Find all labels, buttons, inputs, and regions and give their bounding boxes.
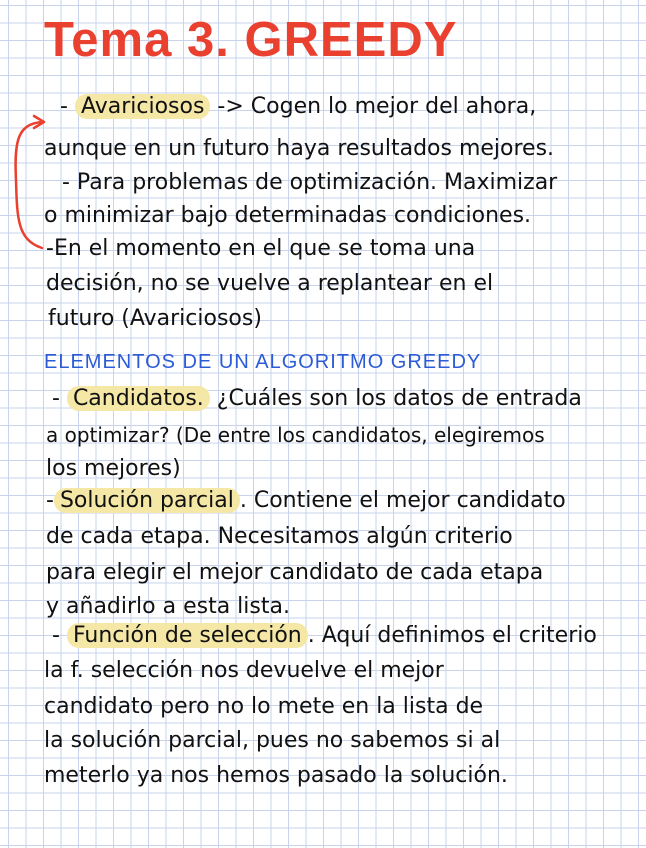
text-line: a optimizar? (De entre los candidatos, elegiremos: [46, 423, 545, 447]
text-line: de cada etapa. Necesitamos algún criterio: [46, 524, 513, 549]
text-line: aunque en un futuro haya resultados mejores.: [44, 136, 555, 161]
text-fragment: ¿Cuáles son los datos de entrada: [209, 386, 582, 411]
text-line: [46, 490, 566, 512]
text-line: futuro (Avariciosos): [48, 306, 262, 331]
text-line: los mejores): [46, 456, 181, 481]
text-line: [52, 625, 597, 647]
text-line: la solución parcial, pues no sabemos si al: [44, 728, 501, 753]
text-line: - Para problemas de optimización. Maximizar: [62, 170, 558, 195]
text-fragment: -: [52, 623, 67, 648]
text-line: meterlo ya nos hemos pasado la solución.: [44, 763, 508, 788]
highlighted-term: Solución parcial: [54, 488, 240, 513]
page-title: Tema 3. GREEDY: [44, 13, 458, 67]
highlighted-term: Avariciosos: [75, 94, 210, 119]
text-line: o minimizar bajo determinadas condiciones.: [44, 203, 532, 228]
text-fragment: -: [46, 488, 54, 513]
section-heading: ELEMENTOS DE UN ALGORITMO GREEDY: [44, 351, 482, 373]
text-fragment: . Aquí definimos el criterio: [307, 623, 597, 648]
text-fragment: -> Cogen lo mejor del ahora,: [210, 94, 537, 119]
text-line: la f. selección nos devuelve el mejor: [44, 658, 444, 683]
text-line: -En el momento en el que se toma una: [46, 236, 476, 261]
text-fragment: -: [52, 386, 67, 411]
highlighted-term: Candidatos.: [67, 386, 210, 411]
text-line: [60, 96, 536, 118]
text-line: y añadirlo a esta lista.: [46, 594, 290, 619]
text-line: para elegir el mejor candidato de cada etapa: [46, 560, 544, 585]
highlighted-term: Función de selección: [67, 623, 308, 648]
text-line: decisión, no se vuelve a replantear en el: [46, 271, 494, 296]
text-line: [52, 388, 582, 410]
text-fragment: . Contiene el mejor candidato: [239, 488, 566, 513]
text-line: candidato pero no lo mete en la lista de: [44, 694, 484, 719]
text-fragment: -: [60, 94, 75, 119]
